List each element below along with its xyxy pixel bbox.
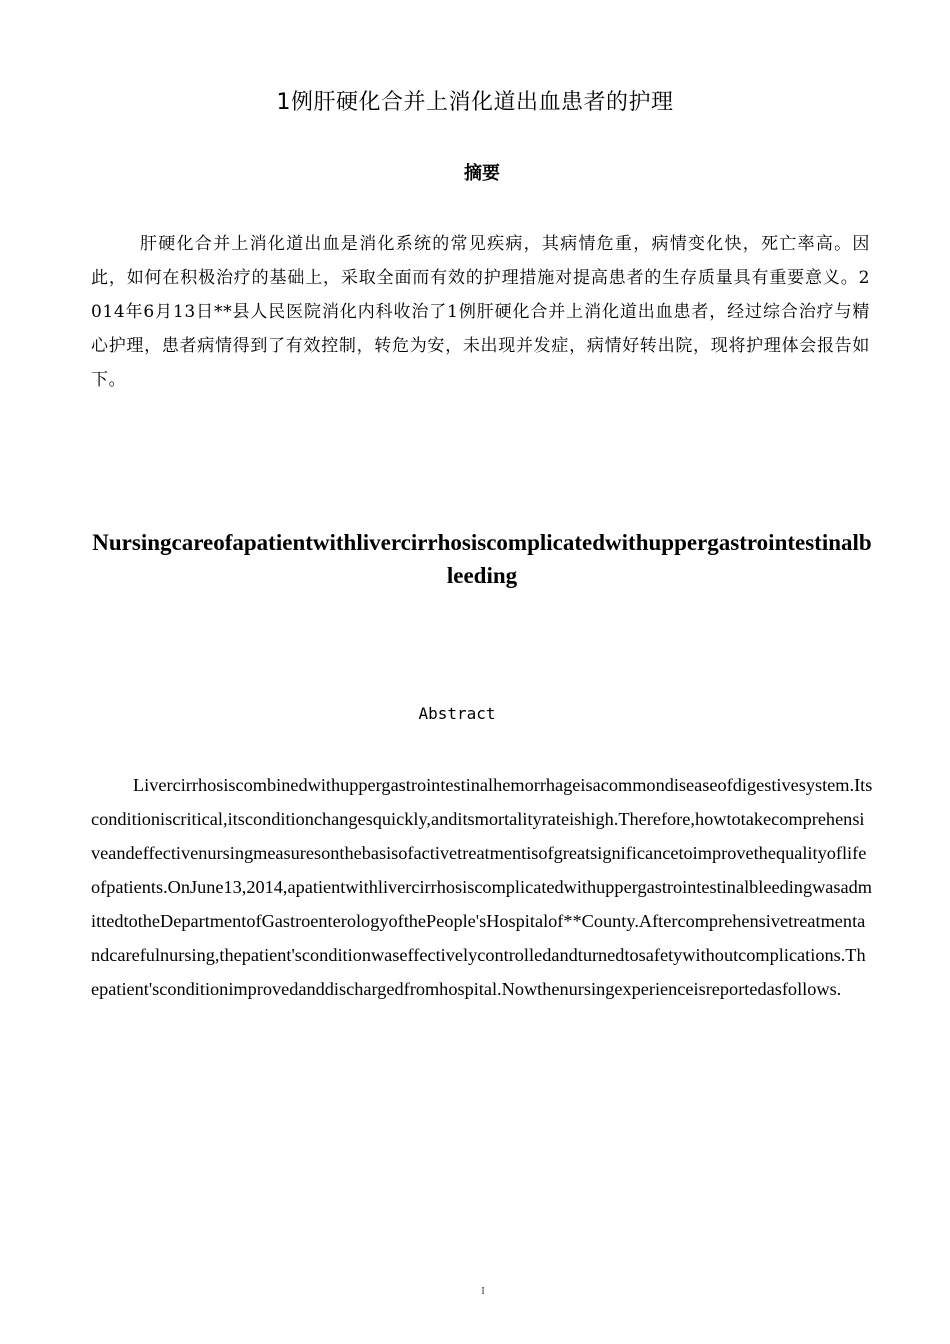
english-abstract-body: Livercirrhosiscombinedwithuppergastrointestinalhemorrhageisacommondiseaseofdigestivesystem.Itsconditioniscritical,itsconditionchangesquickly,anditsmortalityrateishigh.Therefore,howtotakecomprehensiveandeffectivenursingmeasuresonthebasisofactivetreatmentisofgreatsignificancetoimprovethequalityoflifeofpatients.OnJune13,2014,apatientwithlivercirrhosiscomplicatedwithuppergastrointestinalbleedingwasadmittedtotheDepartmentofGastroenterologyofthePeople'sHospitalof**County.Aftercomprehensivetreatmentandcarefulnursing,thepatient'sconditionwaseffectivelycontrolledandturnedtosafetywithoutcomplications.Thepatient'sconditionimprovedanddischargedfromhospital.Nowthenursingexperienceisreportedasfollows. <box>91 775 873 999</box>
chinese-abstract-body: 肝硬化合并上消化道出血是消化系统的常见疾病，其病情危重，病情变化快，死亡率高。因此，如何在积极治疗的基础上，采取全面而有效的护理措施对提高患者的生存质量具有重要意义。2014年6月13日**县人民医院消化内科收治了1例肝硬化合并上消化道出血患者，经过综合治疗与精心护理，患者病情得到了有效控制，转危为安，未出现并发症，病情好转出院，现将护理体会报告如下。 <box>91 234 870 390</box>
page-number: I <box>481 1286 485 1297</box>
english-title: Nursingcareofapatientwithlivercirrhosiscomplicatedwithuppergastrointestinalbleeding <box>92 530 872 588</box>
english-abstract-heading: Abstract <box>418 704 496 723</box>
chinese-abstract-heading: 摘要 <box>464 163 500 184</box>
chinese-title: 1例肝硬化合并上消化道出血患者的护理 <box>276 90 674 115</box>
